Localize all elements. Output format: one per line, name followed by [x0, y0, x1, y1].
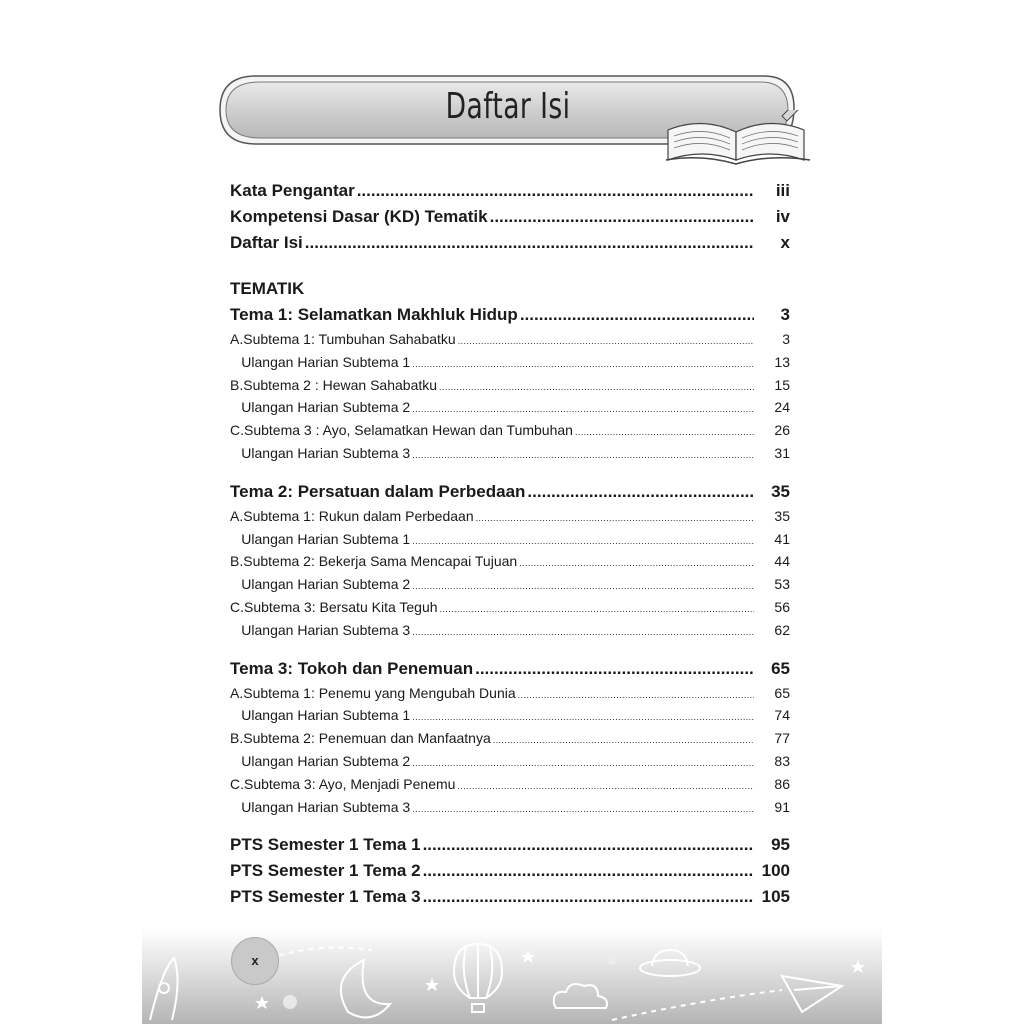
toc-subentry[interactable]: B. Subtema 2 : Hewan Sahabatku ..... 15: [230, 374, 790, 397]
toc-subentry[interactable]: A. Subtema 1: Tumbuhan Sahabatku ..... 3: [230, 328, 790, 351]
toc-subentry[interactable]: Ulangan Harian Subtema 3 ..... 31: [230, 442, 790, 465]
toc-entry-pts-tema-2[interactable]: PTS Semester 1 Tema 2 ..... 100: [230, 858, 790, 884]
toc-subentry[interactable]: A. Subtema 1: Rukun dalam Perbedaan ..... 35: [230, 505, 790, 528]
toc-subentry[interactable]: B. Subtema 2: Penemuan dan Manfaatnya ..... 77: [230, 727, 790, 750]
toc-entry-pts-tema-3[interactable]: PTS Semester 1 Tema 3 ..... 105: [230, 884, 790, 910]
toc-subentry[interactable]: Ulangan Harian Subtema 3 ..... 91: [230, 796, 790, 819]
toc-subentry[interactable]: Ulangan Harian Subtema 1 ..... 74: [230, 704, 790, 727]
toc-entry-kompetensi-dasar[interactable]: Kompetensi Dasar (KD) Tematik ..... iv: [230, 204, 790, 230]
toc-subentry[interactable]: Ulangan Harian Subtema 2 ..... 53: [230, 573, 790, 596]
page-number-badge: x: [231, 937, 279, 985]
toc-entry-kata-pengantar[interactable]: Kata Pengantar ..... iii: [230, 178, 790, 204]
toc-entry-tema-2[interactable]: Tema 2: Persatuan dalam Perbedaan ..... 35: [230, 479, 790, 505]
toc-subentry[interactable]: Ulangan Harian Subtema 3 ..... 62: [230, 619, 790, 642]
toc-subentry[interactable]: Ulangan Harian Subtema 1 ..... 13: [230, 351, 790, 374]
toc-entry-daftar-isi[interactable]: Daftar Isi ..... x: [230, 230, 790, 256]
toc-entry-pts-tema-1[interactable]: PTS Semester 1 Tema 1 ..... 95: [230, 832, 790, 858]
toc-subentry[interactable]: Ulangan Harian Subtema 2 ..... 24: [230, 396, 790, 419]
section-heading-tematik: TEMATIK: [230, 279, 305, 298]
toc-subentry[interactable]: C. Subtema 3 : Ayo, Selamatkan Hewan dan Tumbuhan ..... 26: [230, 419, 790, 442]
toc-subentry[interactable]: C. Subtema 3: Ayo, Menjadi Penemu ..... 86: [230, 773, 790, 796]
toc-entry-tema-1[interactable]: Tema 1: Selamatkan Makhluk Hidup ..... 3: [230, 302, 790, 328]
toc-subentry[interactable]: C. Subtema 3: Bersatu Kita Teguh ..... 56: [230, 596, 790, 619]
table-of-contents: [230, 178, 790, 910]
open-book-pencil-icon: [664, 110, 814, 166]
page-title: Daftar Isi: [445, 86, 571, 127]
toc-subentry[interactable]: Ulangan Harian Subtema 2 ..... 83: [230, 750, 790, 773]
toc-subentry[interactable]: A. Subtema 1: Penemu yang Mengubah Dunia ..... 65: [230, 682, 790, 705]
toc-subentry[interactable]: B. Subtema 2: Bekerja Sama Mencapai Tujuan ..... 44: [230, 550, 790, 573]
toc-subentry[interactable]: Ulangan Harian Subtema 1 ..... 41: [230, 528, 790, 551]
toc-entry-tema-3[interactable]: Tema 3: Tokoh dan Penemuan ..... 65: [230, 656, 790, 682]
